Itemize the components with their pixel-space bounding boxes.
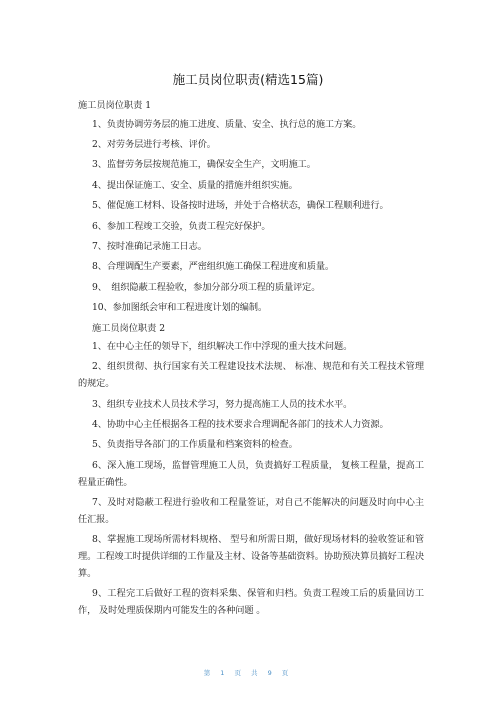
list-item: 7、及时对隐蔽工程进行验收和工程量签证，对自己不能解决的问题及时向中心主任汇报。 xyxy=(78,497,424,525)
list-item: 7、按时准确记录施工日志。 xyxy=(92,240,207,252)
list-item: 6、深入施工现场，监督管理施工人员，负责搞好工程质量， 复核工程量，提高工程量正确性。 xyxy=(78,459,424,488)
section-heading-1: 施工员岗位职责 1 xyxy=(78,100,152,111)
page-number-footer: 第 1 页 共 9 页 xyxy=(203,669,293,677)
list-item: 3、组织专业技术人员技术学习，努力提高施工人员的技术水平。 xyxy=(92,398,353,410)
document-body xyxy=(78,98,424,623)
list-item: 5、负责指导各部门的工作质量和档案资料的检查。 xyxy=(92,439,298,451)
list-item: 10、参加图纸会审和工程进度计划的编制。 xyxy=(92,302,268,314)
list-item: 3、监督劳务层按规范施工，确保安全生产，文明施工。 xyxy=(92,159,316,171)
document-title: 施工员岗位职责(精选15篇) xyxy=(172,72,324,87)
list-item: 9、 组织隐蔽工程验收，参加分部分项工程的质量评定。 xyxy=(92,281,321,293)
list-item: 2、组织贯彻、执行国家有关工程建设技术法规、 标准、规范和有关工程技术管理的规定。 xyxy=(78,361,424,390)
list-item: 4、协助中心主任根据各工程的技术要求合理调配各部门的技术人力资源。 xyxy=(92,419,389,431)
list-item: 1、在中心主任的领导下，组织解决工作中浮现的重大技术问题。 xyxy=(92,341,353,353)
list-item: 8、合理调配生产要素，严密组织施工确保工程进度和质量。 xyxy=(92,261,335,273)
section-heading-2: 施工员岗位职责 2 xyxy=(92,322,166,334)
list-item: 9、工程完工后做好工程的资料采集、保管和归档。负责工程竣工后的质量回访工作， 及时处理质保期内可能发生的各种问题 。 xyxy=(78,588,424,616)
list-item: 6、参加工程竣工交验，负责工程完好保护。 xyxy=(92,220,271,232)
list-item: 8、掌握施工现场所需材料规格、 型号和所需日期，做好现场材料的验收签证和管理。工程竣工时提供详细的工作量及主材、设备等基础资料。协助预决算员搞好工程决算。 xyxy=(78,534,424,579)
list-item: 4、提出保证施工、安全、质量的措施并组织实施。 xyxy=(92,179,298,191)
list-item: 5、催促施工材料、设备按时进场，并处于合格状态，确保工程顺利进行。 xyxy=(92,200,389,212)
list-item: 2、对劳务层进行考核、评价。 xyxy=(92,138,216,150)
list-item: 1、负责协调劳务层的施工进度、质量、安全、执行总的施工方案。 xyxy=(92,118,362,130)
